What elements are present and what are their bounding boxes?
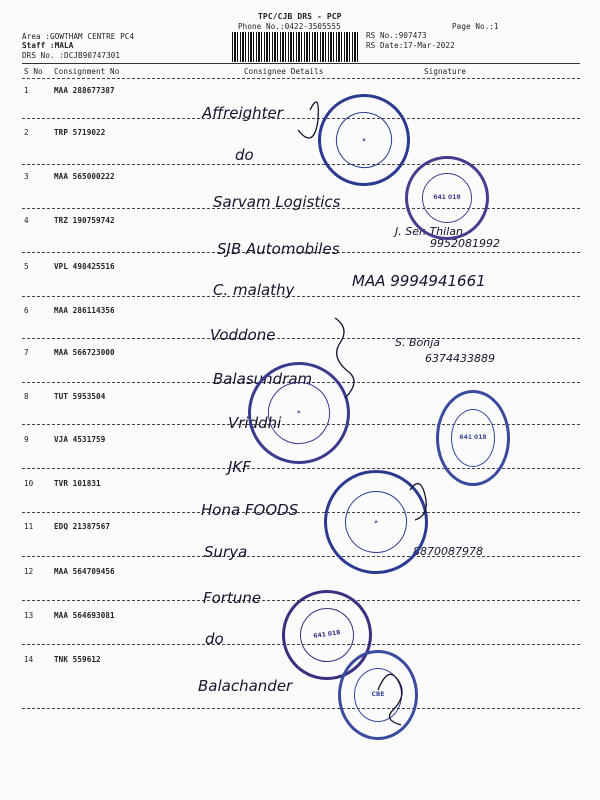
col-signature: Signature: [424, 67, 467, 76]
handwritten-consignee: Vriddhi: [228, 414, 282, 432]
handwritten-consignee: Balasundram: [213, 370, 313, 388]
handwritten-consignee: Affreighter: [202, 104, 283, 122]
row-sno: 2: [24, 128, 29, 137]
row-consignment: MAA 288677387: [54, 86, 115, 95]
handwritten-signature: MAA 9994941661: [352, 272, 486, 290]
handwritten-signature: J. Sen Thilan: [395, 225, 463, 238]
row-consignment: TUT 5953504: [54, 392, 106, 401]
row-sno: 4: [24, 216, 29, 225]
staff-label: Staff :MALA: [22, 41, 74, 50]
handwritten-consignee: Hona FOODS: [201, 501, 299, 519]
handwritten-consignee: SJB Automobiles: [217, 240, 340, 258]
row-sno: 8: [24, 392, 29, 401]
handwritten-phone: 6374433889: [425, 352, 495, 365]
row-consignment: MAA 565000222: [54, 172, 115, 181]
row-sno: 3: [24, 172, 29, 181]
drs-number: DRS No. :DCJB90747301: [22, 51, 121, 60]
row-consignment: TRZ 190759742: [54, 216, 115, 225]
handwritten-consignee: C. malathy: [213, 281, 295, 299]
food-industries-seal-stamp: ✶: [316, 462, 436, 582]
row-consignment: MAA 564693081: [54, 611, 115, 620]
handwritten-consignee: Fortune: [203, 589, 262, 607]
row-sno: 5: [24, 262, 29, 271]
company-seal-stamp: ✶: [306, 82, 422, 198]
row-consignment: MAA 286114356: [54, 306, 115, 315]
col-consignee: Consignee Details: [244, 67, 324, 76]
company-seal-stamp: ✶: [239, 353, 360, 474]
row-sno: 12: [24, 567, 34, 576]
handwritten-consignee: do: [235, 146, 254, 164]
finance-seal-stamp: 641 018: [436, 390, 510, 486]
rs-date: RS Date:17-Mar-2022: [366, 41, 455, 50]
row-consignment: TRP 5719022: [54, 128, 106, 137]
handwritten-consignee: do: [205, 630, 224, 648]
row-sno: 13: [24, 611, 34, 620]
row-consignment: MAA 564709456: [54, 567, 115, 576]
company-seal-stamp: CBE: [338, 650, 418, 740]
row-consignment: VPL 498425516: [54, 262, 115, 271]
handwritten-consignee: Surya: [204, 543, 248, 561]
wealth-management-seal-stamp: 641 018: [276, 584, 378, 686]
row-sno: 9: [24, 435, 29, 444]
row-sno: 11: [24, 522, 34, 531]
row-consignment: TVR 101831: [54, 479, 101, 488]
page-number: Page No.:1: [452, 22, 499, 31]
sheet-title: TPC/CJB DRS - PCP: [258, 12, 342, 21]
logistics-seal-stamp: 641 018: [405, 156, 489, 240]
handwritten-consignee: Balachander: [198, 677, 293, 695]
handwritten-consignee: Voddone: [210, 326, 276, 344]
row-sno: 7: [24, 348, 29, 357]
area-label: Area :GOWTHAM CENTRE PC4: [22, 32, 135, 41]
row-sno: 6: [24, 306, 29, 315]
row-consignment: TNK 559612: [54, 655, 101, 664]
row-consignment: VJA 4531759: [54, 435, 106, 444]
rs-number: RS No.:907473: [366, 31, 427, 40]
row-consignment: MAA 566723000: [54, 348, 115, 357]
col-sno: S No: [24, 67, 43, 76]
col-consignment: Consignment No: [54, 67, 120, 76]
handwritten-phone: 9952081992: [430, 237, 500, 250]
phone-number: Phone No.:0422-3505555: [238, 22, 341, 31]
handwritten-signature: S. Bonja: [395, 336, 441, 349]
row-sno: 10: [24, 479, 34, 488]
row-consignment: EDQ 21387567: [54, 522, 111, 531]
handwritten-phone: 8870087978: [413, 545, 483, 558]
handwritten-consignee: JKF: [228, 458, 251, 476]
row-sno: 14: [24, 655, 34, 664]
row-sno: 1: [24, 86, 29, 95]
handwritten-consignee: Sarvam Logistics: [213, 193, 341, 211]
